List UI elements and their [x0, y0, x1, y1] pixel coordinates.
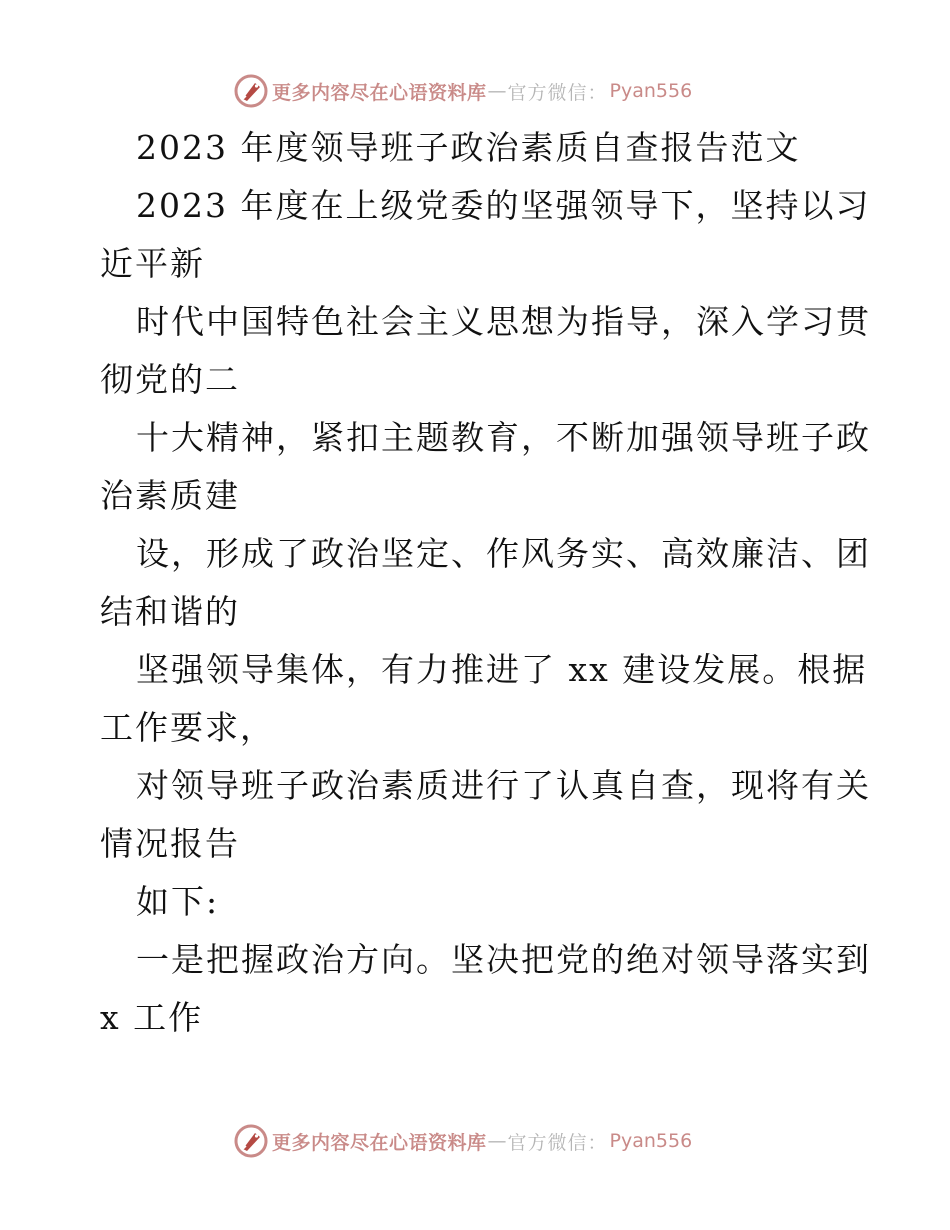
- paragraph-line: 坚强领导集体，有力推进了 xx 建设发展。根据: [136, 650, 868, 689]
- paragraph-line: 工作要求，: [100, 708, 275, 747]
- paragraph-line: 对领导班子政治素质进行了认真自查，现将有关: [136, 766, 871, 805]
- paragraph-line: 设，形成了政治坚定、作风务实、高效廉洁、团: [136, 534, 871, 573]
- watermark-official-label: 官方微信：: [507, 81, 608, 104]
- paragraph-line: 治素质建: [100, 476, 240, 515]
- paragraph-line: x 工作: [100, 998, 204, 1037]
- watermark-site-text: 更多内容尽在心语资料库: [272, 81, 487, 104]
- watermark-account-id: Pyan556: [609, 80, 693, 102]
- watermark-account-id: Pyan556: [609, 1130, 693, 1152]
- pen-nib-logo-icon: [234, 74, 268, 108]
- paragraph-line: 如下:: [136, 882, 220, 921]
- pen-nib-logo-icon: [234, 1124, 268, 1158]
- paragraph-line: 彻党的二: [100, 360, 240, 399]
- watermark-dash: —: [487, 1130, 507, 1152]
- paragraph-line: 十大精神，紧扣主题教育，不断加强领导班子政: [136, 418, 871, 457]
- watermark-dash: —: [487, 80, 507, 102]
- header-watermark: [234, 73, 754, 109]
- paragraph-line: 情况报告: [100, 824, 240, 863]
- footer-watermark: [234, 1123, 754, 1159]
- document-title: 2023 年度领导班子政治素质自查报告范文: [136, 128, 801, 167]
- paragraph-line: 结和谐的: [100, 592, 240, 631]
- watermark-site-text: 更多内容尽在心语资料库: [272, 1131, 487, 1154]
- paragraph-line: 时代中国特色社会主义思想为指导，深入学习贯: [136, 302, 871, 341]
- paragraph-line: 一是把握政治方向。坚决把党的绝对领导落实到: [136, 940, 871, 979]
- paragraph-line: 2023 年度在上级党委的坚强领导下，坚持以习: [136, 186, 871, 225]
- watermark-official-label: 官方微信：: [507, 1131, 608, 1154]
- paragraph-line: 近平新: [100, 244, 205, 283]
